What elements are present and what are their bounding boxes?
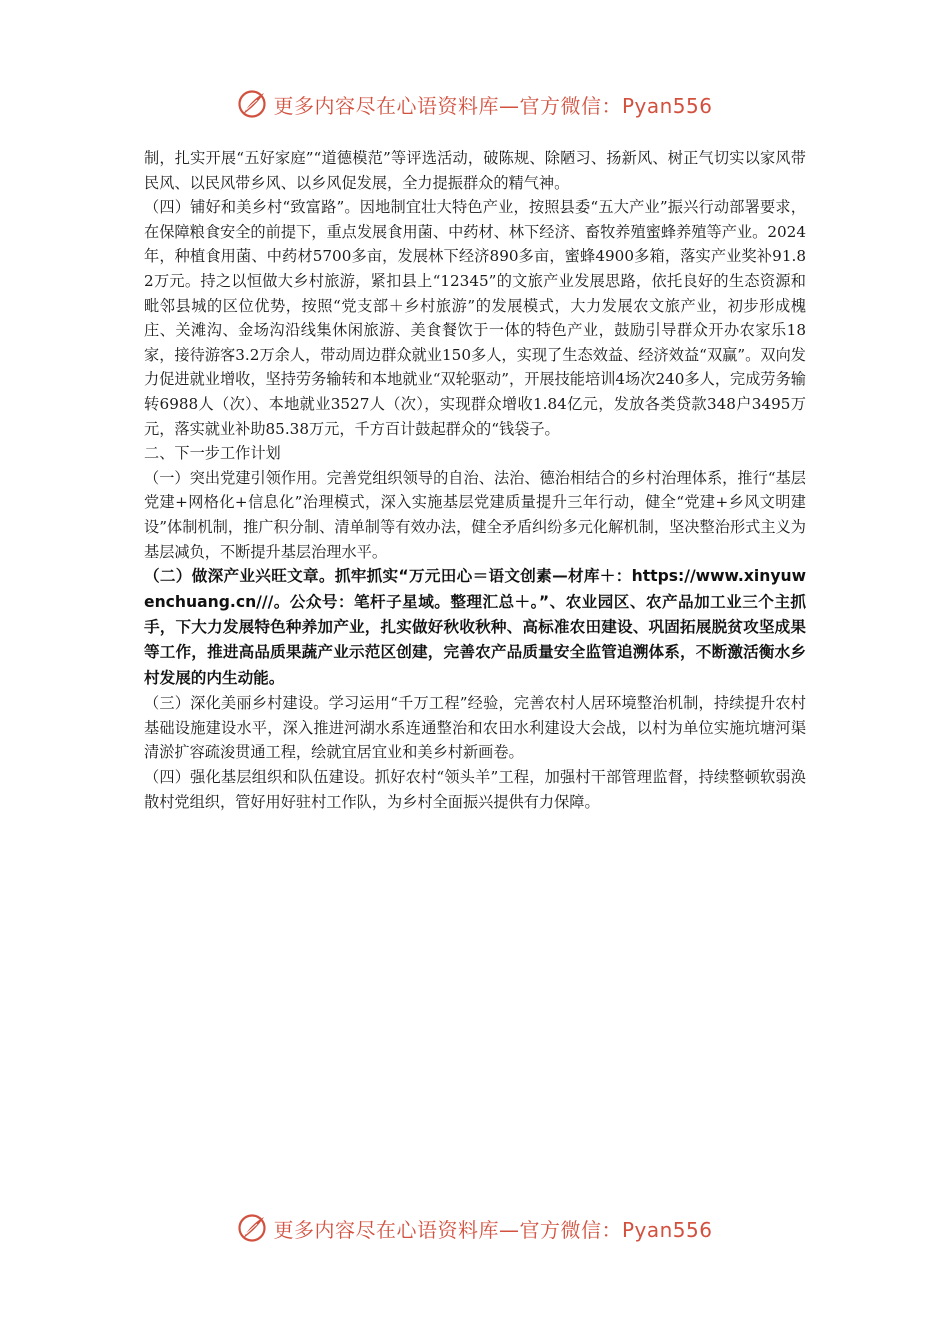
watermark-footer <box>0 1208 950 1248</box>
watermark-text: 更多内容尽在心语资料库—官方微信：Pyan556 <box>273 1217 713 1242</box>
document-body <box>144 146 806 814</box>
quill-logo-icon <box>237 89 267 119</box>
quill-logo-icon <box>237 1213 267 1243</box>
paragraph-family-values: 制，扎实开展“五好家庭”“道德模范”等评选活动，破陈规、除陋习、扬新风、树正气切实以家风带民风、以民风带乡风、以乡风促发展，全力提振群众的精气神。 <box>144 149 806 192</box>
paragraph-industry-development: （二）做深产业兴旺文章。抓牢抓实“万元田心＝语文创素—材库＋：https://www.xinyuwenchuang.cn///。公众号：笔杆子星域。整理汇总＋。”、农业园区、农产品加工业三个主抓手，下大力发展特色种养加产业，扎实做好秋收秋种、高标准农田建设、巩固拓展脱贫攻坚成果等工作，推进高品质果蔬产业示范区创建，完善农产品质量安全监管追溯体系，不断激活衡水乡村发展的内生动能。 <box>144 567 806 687</box>
paragraph-grassroots-organization: （四）强化基层组织和队伍建设。抓好农村“领头羊”工程，加强村干部管理监督，持续整顿软弱涣散村党组织，管好用好驻村工作队，为乡村全面振兴提供有力保障。 <box>144 767 806 811</box>
paragraph-prosperity-road: （四）铺好和美乡村“致富路”。因地制宜壮大特色产业，按照县委“五大产业”振兴行动部署要求，在保障粮食安全的前提下，重点发展食用菌、中药材、林下经济、畜牧养殖蜜蜂养殖等产业。2024年，种植食用菌、中药材5700多亩，发展林下经济890多亩，蜜蜂4900多箱，落实产业奖补91.82万元。持之以恒做大乡村旅游，紧扣县上“12345”的文旅产业发展思路，依托良好的生态资源和毗邻县城的区位优势，按照“党支部＋乡村旅游”的发展模式，大力发展农文旅产业，初步形成槐庄、关滩沟、金场沟沿线集休闲旅游、美食餐饮于一体的特色产业，鼓励引导群众开办农家乐18家，接待游客3.2万余人，带动周边群众就业150多人，实现了生态效益、经济效益“双赢”。双向发力促进就业增收，坚持劳务输转和本地就业“双轮驱动”，开展技能培训4场次240多人，完成劳务输转6988人（次）、本地就业3527人（次），实现群众增收1.84亿元，发放各类贷款348户3495万元，落实就业补助85.38万元，千方百计鼓起群众的“钱袋子。 <box>144 198 806 438</box>
watermark-header <box>0 84 950 124</box>
paragraph-beautiful-village: （三）深化美丽乡村建设。学习运用“千万工程”经验，完善农村人居环境整治机制，持续提升农村基础设施建设水平，深入推进河湖水系连通整治和农田水利建设大会战，以村为单位实施坑塘河渠清淤扩容疏浚贯通工程，绘就宜居宜业和美乡村新画卷。 <box>144 694 806 762</box>
watermark-text: 更多内容尽在心语资料库—官方微信：Pyan556 <box>273 93 713 118</box>
paragraph-party-leadership: （一）突出党建引领作用。完善党组织领导的自治、法治、德治相结合的乡村治理体系，推行“基层党建+网格化+信息化”治理模式，深入实施基层党建质量提升三年行动，健全“党建+乡风文明建设”体制机制，推广积分制、清单制等有效办法，健全矛盾纠纷多元化解机制，坚决整治形式主义为基层减负，不断提升基层治理水平。 <box>144 468 806 561</box>
section-heading-next-plan: 二、下一步工作计划 <box>144 444 281 463</box>
